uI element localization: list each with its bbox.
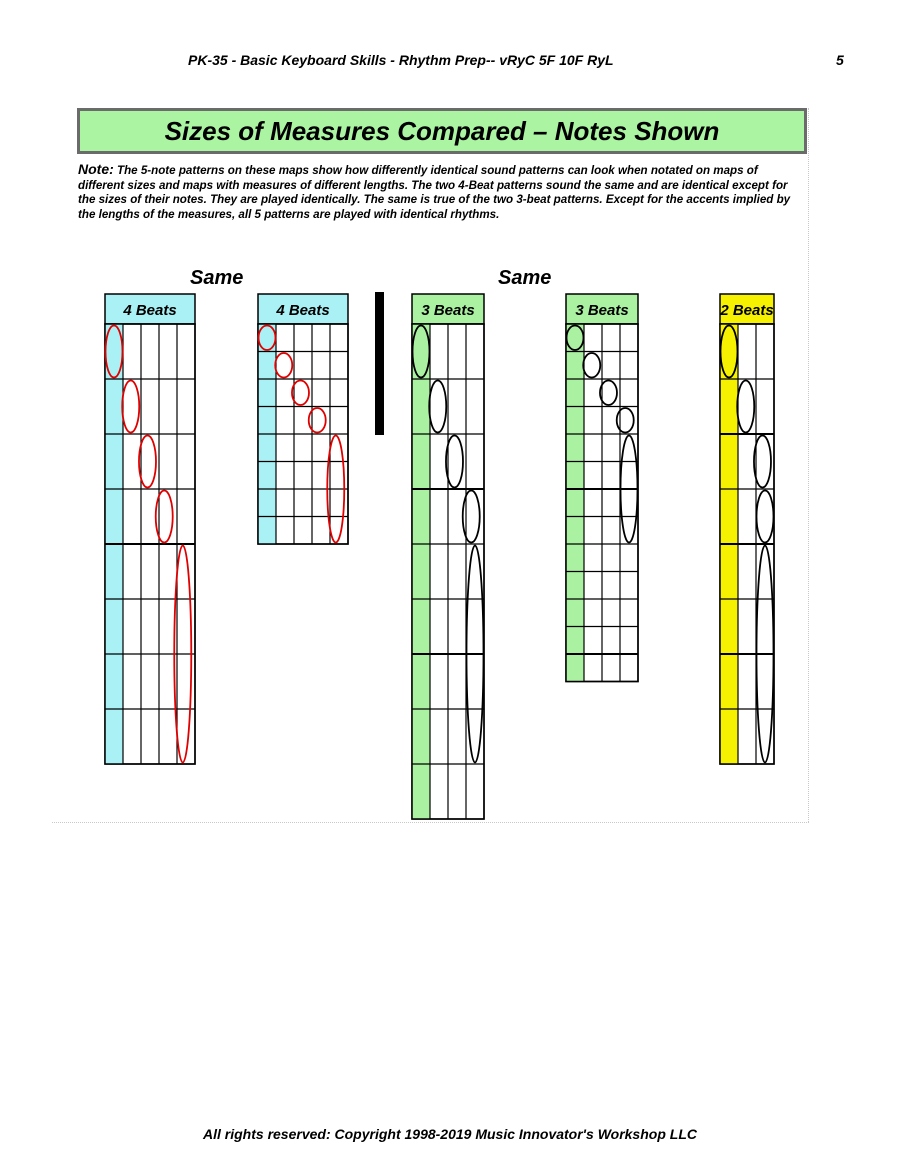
- map-label: 3 Beats: [421, 302, 475, 319]
- map-label: 4 Beats: [276, 302, 330, 319]
- copyright-footer: All rights reserved: Copyright 1998-2019 Music Innovator's Workshop LLC: [203, 1126, 697, 1142]
- same-label-4-beats: Same: [190, 267, 244, 289]
- note-label: Note:: [78, 161, 114, 177]
- downbeat-stripe: [412, 324, 430, 819]
- page-title: Sizes of Measures Compared – Notes Shown: [164, 115, 720, 146]
- header-title: PK-35 - Basic Keyboard Skills - Rhythm Prep-- vRyC 5F 10F RyL: [188, 52, 614, 68]
- same-label-3-beats: Same: [498, 267, 552, 289]
- map-label: 2 Beats: [720, 302, 774, 319]
- map-label: 3 Beats: [575, 302, 629, 319]
- downbeat-stripe: [566, 324, 584, 682]
- map-label: 4 Beats: [123, 302, 177, 319]
- page-number: 5: [836, 52, 844, 68]
- note-text: The 5-note patterns on these maps show how differently identical sound patterns can look when notated on maps of different sizes and maps with measures of different lengths. The two 4-Beat patterns sound the same and are identical except for the sizes of their notes. They are played identically. The same is true of the two 3-beat patterns. Except for the accents implied by the lengths of the measures, all 5 patterns are played with identical rhythms.: [78, 164, 791, 221]
